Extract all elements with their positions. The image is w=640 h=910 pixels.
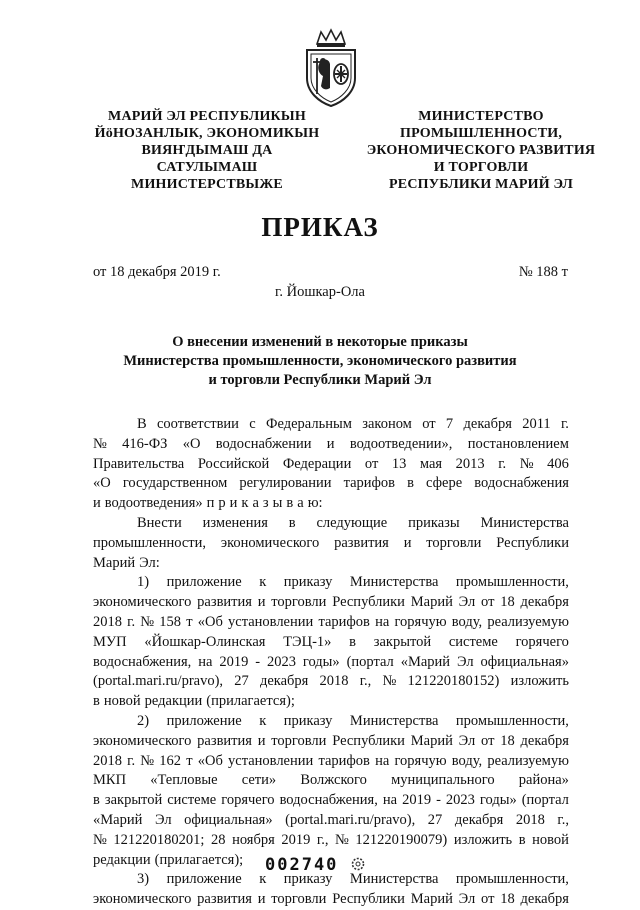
serial-number: 002740	[265, 855, 339, 875]
body-line	[93, 633, 569, 653]
body-word: тарифов	[318, 752, 370, 769]
subject-line: и торговли Республики Марий Эл	[208, 372, 432, 388]
body-line	[93, 474, 569, 494]
body-word: системе	[448, 633, 498, 650]
body-word: промышленности,	[455, 871, 569, 888]
body-word: изменения	[202, 514, 268, 531]
body-word: реализуемую	[487, 752, 569, 769]
body-word: 2018	[93, 752, 122, 769]
body-word: 2023	[445, 792, 475, 809]
body-word: промышленности,	[455, 574, 569, 591]
body-line	[93, 554, 569, 574]
body-word: Марий	[93, 554, 136, 571]
body-line	[93, 534, 569, 554]
body-word: торговли	[271, 594, 327, 611]
body-word: В	[137, 416, 147, 432]
body-word: от	[481, 891, 495, 908]
body-word: соответствии	[157, 416, 239, 432]
body-word: 2)	[137, 712, 150, 729]
body-word: развития	[197, 732, 252, 749]
body-word: -	[436, 792, 441, 809]
body-line	[93, 712, 569, 732]
body-word: закрытой	[373, 633, 432, 650]
body-word: района»	[518, 772, 569, 789]
body-word: водоснабжения	[474, 475, 569, 492]
body-word: «О	[93, 475, 111, 492]
body-word: 18	[500, 594, 515, 611]
body-word: в	[286, 495, 294, 512]
body-word: №	[335, 831, 349, 848]
body-word: и	[257, 594, 266, 611]
body-word: на	[382, 792, 398, 809]
body-line	[93, 791, 569, 811]
body-line	[93, 494, 569, 514]
body-word: мая	[419, 455, 443, 472]
body-line	[93, 831, 569, 851]
body-word: МКП	[93, 772, 127, 789]
body-line	[93, 514, 569, 534]
body-word: редакции	[144, 693, 203, 710]
body-word: 2018	[515, 811, 545, 828]
body-word: развития	[197, 891, 252, 908]
body-word: 3)	[137, 871, 150, 888]
body-line	[93, 435, 569, 455]
body-word: приказы	[408, 514, 460, 531]
body-word: и	[229, 495, 238, 512]
body-word: г.	[127, 752, 136, 769]
body-word: закрытой	[104, 792, 163, 809]
body-word: и	[93, 495, 101, 512]
body-word: т	[186, 613, 193, 630]
body-word: приложение	[166, 871, 242, 888]
body-word: (портал	[521, 792, 569, 809]
body-word: реализуемую	[487, 613, 569, 630]
body-word: декабря	[454, 811, 504, 828]
body-line	[93, 752, 569, 772]
body-word: 28	[211, 831, 226, 848]
body-word: №	[93, 435, 107, 452]
body-word: Республики	[332, 891, 405, 908]
header-left-line: МАРИЙ ЭЛ РЕСПУБЛИКЫН	[108, 109, 306, 124]
body-word: муниципального	[391, 772, 495, 789]
body-word: сфере	[426, 475, 463, 492]
order-number: № 188 т	[518, 264, 568, 280]
body-word: развития	[197, 594, 252, 611]
body-word: г.,	[359, 673, 372, 690]
body-word: г.	[127, 613, 136, 630]
body-word: экономического	[93, 732, 192, 749]
body-word: «Тепловые	[150, 772, 218, 789]
body-word: т	[186, 752, 193, 769]
body-word: Эл	[458, 732, 476, 749]
body-word: Республики	[332, 594, 405, 611]
body-line	[93, 692, 569, 712]
body-word: №	[93, 831, 107, 848]
body-word: Эл	[456, 653, 474, 670]
body-word: Эл	[458, 891, 476, 908]
body-word: следующие	[316, 514, 388, 531]
body-word: экономического	[93, 594, 192, 611]
order-date: от 18 декабря 2019 г.	[93, 264, 221, 280]
body-word: 2018	[93, 613, 122, 630]
header-left-line: ЙӧНОЗАНЛЫК, ЭКОНОМИКЫН	[94, 126, 320, 141]
body-word: -	[255, 653, 261, 670]
body-word: Республики	[496, 534, 569, 551]
body-line	[93, 732, 569, 752]
body-word: приказу	[283, 871, 333, 888]
body-word: тарифов	[343, 475, 396, 492]
body-word: Марий	[410, 594, 453, 611]
body-word: г.,	[557, 811, 569, 828]
body-word: «Об	[197, 752, 223, 769]
order-subject	[0, 333, 640, 390]
body-word: торговли	[271, 891, 327, 908]
body-word: с	[249, 416, 256, 432]
body-word: горячего	[515, 633, 569, 650]
body-word: р	[218, 495, 226, 512]
body-word: 2019	[402, 792, 432, 809]
body-word: «О	[182, 435, 201, 452]
body-word: 2011	[522, 416, 551, 432]
header-left-mari	[92, 108, 322, 193]
body-word: приложение	[166, 712, 242, 729]
body-word: официальная»	[184, 811, 273, 828]
body-word: Российской	[197, 455, 270, 472]
body-word: годы»	[302, 653, 340, 670]
body-word: 2013	[455, 455, 485, 472]
body-word: 162	[159, 752, 182, 769]
body-word: в	[288, 514, 296, 531]
body-word: Министерства	[349, 712, 439, 729]
body-word: приложение	[166, 574, 242, 591]
body-word: а	[297, 495, 304, 512]
body-word: развития	[334, 534, 389, 551]
body-word: экономического	[93, 891, 192, 908]
body-word: и	[326, 435, 335, 452]
body-word: от	[422, 416, 436, 432]
body-word: от	[481, 732, 495, 749]
body-word: в	[407, 475, 414, 492]
body-word: 121220180201;	[113, 831, 205, 848]
body-word: редакции	[93, 851, 151, 868]
body-word: №	[382, 673, 397, 690]
body-word: 27	[234, 673, 249, 690]
body-word: на	[198, 653, 213, 670]
body-word: в	[518, 831, 526, 848]
body-line	[93, 672, 569, 692]
body-line	[93, 593, 569, 613]
body-word: и	[257, 732, 266, 749]
body-word: Министерства	[349, 574, 439, 591]
body-word: водоснабжения,	[93, 653, 192, 670]
body-word: Федеральным	[266, 416, 352, 432]
body-word: Правительства	[93, 455, 185, 472]
body-word: (прилагается);	[154, 851, 244, 868]
body-line	[93, 811, 569, 831]
body-word: изложить	[453, 831, 513, 848]
body-word: водоснабжении	[215, 435, 312, 452]
body-word: ноября	[232, 831, 275, 848]
body-word: 13	[391, 455, 407, 472]
body-word: 18	[500, 732, 515, 749]
body-word: Эл	[154, 811, 172, 828]
body-line	[93, 415, 569, 435]
body-word: водоотведения»	[104, 495, 203, 512]
body-word: №	[519, 455, 534, 472]
body-word: 2019	[281, 831, 311, 848]
body-word: «Марий	[93, 811, 143, 828]
body-word: сети»	[241, 772, 277, 789]
body-word: №	[140, 613, 155, 630]
body-word: Министерства	[349, 871, 439, 888]
body-word: и	[403, 534, 412, 551]
header-right-russian	[362, 108, 600, 193]
body-word: 7	[445, 416, 454, 432]
body-word: приказу	[283, 574, 333, 591]
body-word: ТЭЦ-1»	[283, 633, 332, 650]
mari-el-coat-of-arms-icon	[299, 28, 363, 108]
body-word: новой	[103, 693, 141, 710]
body-word: 1)	[137, 574, 150, 591]
body-word: на	[375, 752, 390, 769]
body-line	[93, 613, 569, 633]
body-word: 158	[159, 613, 182, 630]
body-word: воду,	[451, 613, 483, 630]
body-word: новой	[532, 831, 569, 848]
body-word: на	[375, 613, 390, 630]
body-word: «Об	[197, 613, 223, 630]
body-word: Министерства	[480, 514, 569, 531]
body-word: от	[364, 455, 379, 472]
body-word: Эл:	[139, 554, 160, 571]
header-right-line: ЭКОНОМИЧЕСКОГО РАЗВИТИЯ	[366, 143, 596, 158]
body-word: п	[206, 495, 215, 512]
body-word: в	[349, 633, 357, 650]
body-word: 121220180152)	[407, 673, 500, 690]
body-word: г.	[561, 416, 569, 432]
body-word: 416-ФЗ	[122, 435, 168, 452]
header-left-line: ВИЯҤДЫМАШ ДА	[141, 143, 273, 158]
body-word: горячую	[394, 752, 447, 769]
body-word: промышленности,	[455, 712, 569, 729]
body-word: «Марий	[400, 653, 451, 670]
body-word: Эл	[458, 594, 476, 611]
subject-line: Министерства промышленности, экономического развития	[123, 353, 517, 369]
header-left-line: САТУЛЫМАШ	[156, 160, 258, 175]
header-right-line: И ТОРГОВЛИ	[433, 160, 529, 175]
body-word: декабря	[463, 416, 512, 432]
body-word: к	[259, 574, 267, 591]
body-word: №	[140, 752, 155, 769]
body-word: годы»	[479, 792, 517, 809]
stamp-mark-icon	[349, 855, 367, 873]
body-word: законом	[362, 416, 412, 432]
body-line	[93, 573, 569, 593]
body-word: промышленности,	[93, 534, 207, 551]
body-word: и	[257, 891, 266, 908]
body-word: постановлением	[467, 435, 569, 452]
body-word: МУП	[93, 633, 127, 650]
body-line	[93, 455, 569, 475]
body-word: Марий	[410, 732, 453, 749]
body-word: установлении	[228, 752, 314, 769]
body-word: 18	[500, 891, 515, 908]
body-word: г.	[498, 455, 507, 472]
body-word: 121220190079)	[355, 831, 448, 848]
body-word: водоотведении»,	[349, 435, 453, 452]
body-word: 406	[547, 455, 569, 472]
body-word: к	[259, 871, 267, 888]
body-word: торговли	[426, 534, 482, 551]
body-line	[93, 653, 569, 673]
body-word: (портал	[346, 653, 394, 670]
body-word: системе	[167, 792, 217, 809]
body-word: декабря	[259, 673, 309, 690]
header-right-line: ПРОМЫШЛЕННОСТИ,	[399, 126, 563, 141]
header-left-line: МИНИСТЕРСТВЫЖЕ	[131, 177, 283, 192]
body-word: г.,	[316, 831, 329, 848]
header-right-line: РЕСПУБЛИКИ МАРИЙ ЭЛ	[389, 177, 573, 192]
body-word: установлении	[228, 613, 314, 630]
body-word: государственном	[122, 475, 228, 492]
body-word: (portal.mari.ru/pravo),	[93, 673, 224, 690]
body-word: горячую	[394, 613, 447, 630]
body-word: ы	[272, 495, 283, 512]
body-word: горячего	[221, 792, 275, 809]
body-word: Волжского	[300, 772, 367, 789]
body-word: изложить	[510, 673, 569, 690]
order-body	[93, 415, 569, 910]
body-word: торговли	[271, 732, 327, 749]
body-line	[93, 890, 569, 910]
body-word: (portal.mari.ru/pravo),	[285, 811, 416, 828]
body-word: (прилагается);	[206, 693, 295, 710]
body-line	[93, 771, 569, 791]
body-word: 2023	[266, 653, 296, 670]
body-word: регулировании	[239, 475, 332, 492]
body-word: водоснабжения,	[279, 792, 378, 809]
body-word: Республики	[332, 732, 405, 749]
body-word: 2019	[219, 653, 249, 670]
subject-line: О внесении изменений в некоторые приказы	[172, 334, 468, 350]
body-word: декабря	[520, 891, 569, 908]
body-word: Федерации	[282, 455, 352, 472]
body-word: 27	[427, 811, 443, 828]
body-word: к	[259, 712, 267, 729]
order-city: г. Йошкар-Ола	[275, 284, 365, 300]
body-word: приказу	[283, 712, 333, 729]
body-word: декабря	[520, 594, 569, 611]
document-title: ПРИКАЗ	[261, 212, 379, 242]
body-word: з	[262, 495, 269, 512]
body-word: от	[481, 594, 495, 611]
body-word: Марий	[410, 891, 453, 908]
body-word: 2018	[319, 673, 349, 690]
body-word: а	[252, 495, 259, 512]
body-word: Внести	[137, 514, 182, 531]
header-right-line: МИНИСТЕРСТВО	[418, 109, 544, 124]
body-word: ю:	[307, 495, 323, 512]
body-word: в	[93, 693, 100, 710]
body-word: декабря	[520, 732, 569, 749]
body-word: экономического	[220, 534, 320, 551]
body-word: тарифов	[318, 613, 370, 630]
body-word: воду,	[451, 752, 483, 769]
body-word: к	[241, 495, 249, 512]
body-word: официальная»	[480, 653, 569, 670]
body-word: «Йошкар-Олинская	[144, 633, 266, 650]
body-word: в	[93, 792, 100, 809]
